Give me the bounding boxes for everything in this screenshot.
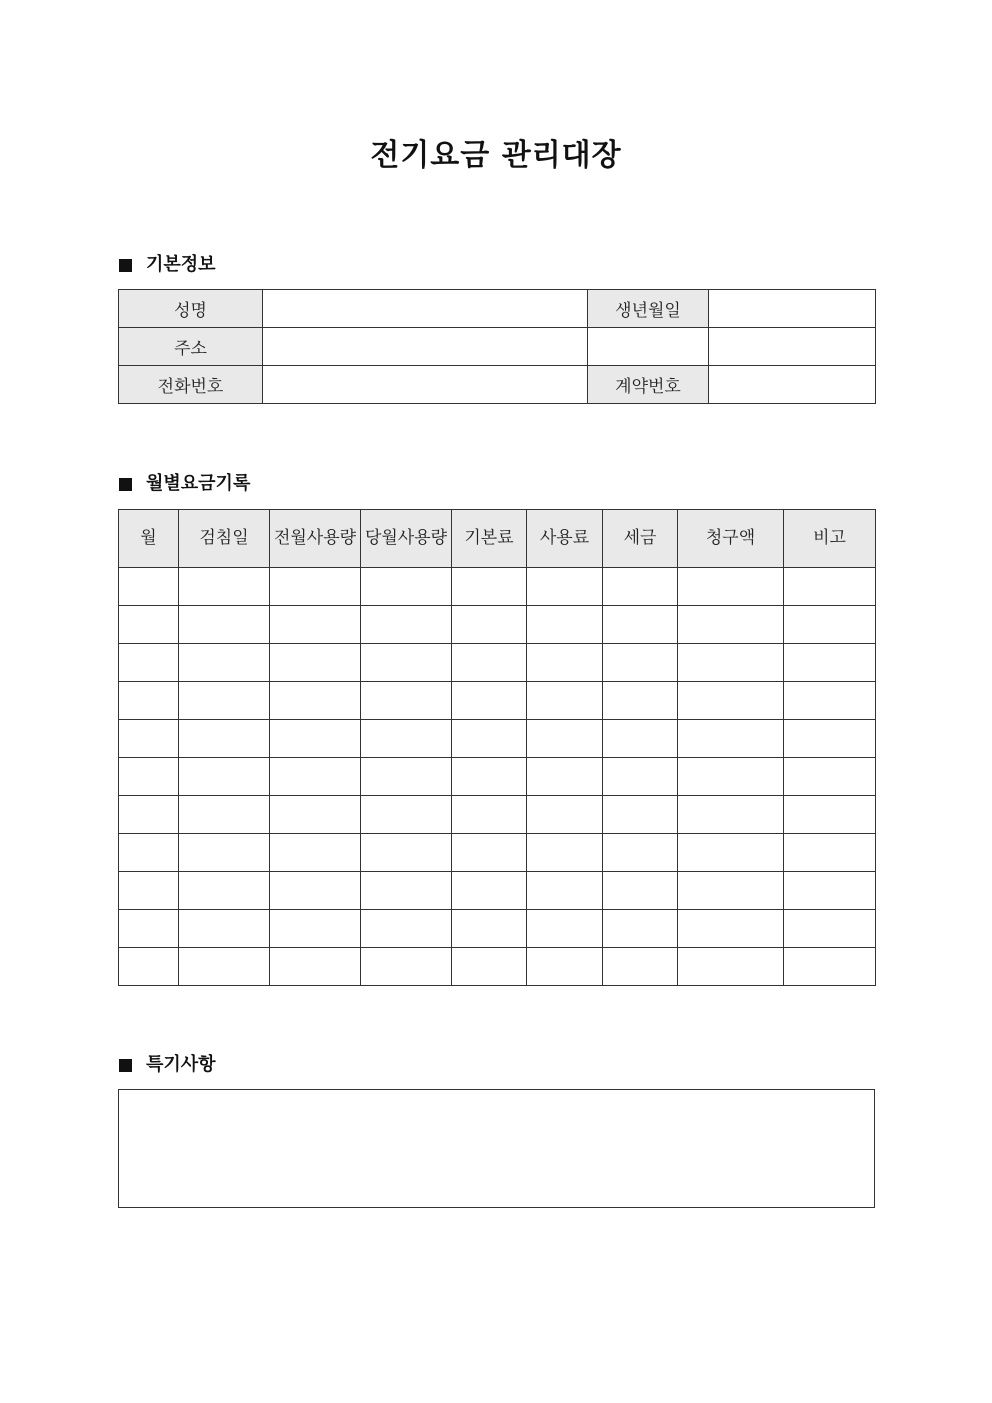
- table-cell[interactable]: [527, 644, 603, 682]
- table-cell[interactable]: [678, 568, 784, 606]
- table-cell[interactable]: [270, 910, 361, 948]
- basic-info-table: [118, 289, 876, 404]
- col-billed-amount: 청구액: [678, 510, 784, 568]
- table-cell[interactable]: [119, 720, 179, 758]
- table-cell[interactable]: [179, 834, 270, 872]
- col-tax: 세금: [603, 510, 678, 568]
- table-cell[interactable]: [784, 910, 876, 948]
- table-cell[interactable]: [179, 568, 270, 606]
- table-cell[interactable]: [784, 872, 876, 910]
- contract-field[interactable]: [709, 366, 876, 404]
- section-heading-monthly-records: [119, 471, 250, 497]
- table-cell[interactable]: [119, 872, 179, 910]
- address-label: 주소: [119, 328, 263, 366]
- table-row: [119, 290, 876, 328]
- table-cell[interactable]: [452, 682, 527, 720]
- table-cell[interactable]: [527, 948, 603, 986]
- table-cell[interactable]: [527, 796, 603, 834]
- table-cell[interactable]: [784, 758, 876, 796]
- table-cell[interactable]: [179, 910, 270, 948]
- table-cell[interactable]: [678, 948, 784, 986]
- table-cell[interactable]: [270, 796, 361, 834]
- table-cell[interactable]: [119, 644, 179, 682]
- name-field[interactable]: [263, 290, 588, 328]
- table-cell[interactable]: [603, 682, 678, 720]
- table-cell[interactable]: [179, 948, 270, 986]
- monthly-records-table: [118, 509, 876, 986]
- table-cell[interactable]: [179, 606, 270, 644]
- table-cell[interactable]: [603, 910, 678, 948]
- table-cell[interactable]: [784, 948, 876, 986]
- table-row: [119, 872, 876, 910]
- table-cell[interactable]: [179, 758, 270, 796]
- table-cell[interactable]: [603, 834, 678, 872]
- table-cell[interactable]: [784, 682, 876, 720]
- table-cell[interactable]: [270, 872, 361, 910]
- contract-label: 계약번호: [588, 366, 709, 404]
- table-cell[interactable]: [527, 872, 603, 910]
- table-cell[interactable]: [603, 948, 678, 986]
- table-cell[interactable]: [361, 682, 452, 720]
- table-cell[interactable]: [452, 568, 527, 606]
- table-cell[interactable]: [361, 568, 452, 606]
- phone-label: 전화번호: [119, 366, 263, 404]
- table-cell[interactable]: [452, 948, 527, 986]
- section-title: 기본정보: [146, 254, 216, 275]
- table-cell[interactable]: [270, 606, 361, 644]
- table-cell[interactable]: [527, 834, 603, 872]
- table-cell[interactable]: [678, 834, 784, 872]
- section-heading-notes: [119, 1052, 216, 1078]
- table-header-row: [119, 510, 876, 568]
- table-row: [119, 834, 876, 872]
- col-month: 월: [119, 510, 179, 568]
- square-bullet-icon: [119, 1059, 132, 1072]
- table-cell[interactable]: [784, 644, 876, 682]
- table-cell[interactable]: [678, 872, 784, 910]
- table-cell[interactable]: [179, 644, 270, 682]
- col-prev-usage: 전월사용량: [270, 510, 361, 568]
- table-row: [119, 606, 876, 644]
- table-row: [119, 644, 876, 682]
- table-cell[interactable]: [119, 682, 179, 720]
- table-cell[interactable]: [784, 568, 876, 606]
- address-extra-field[interactable]: [588, 328, 709, 366]
- table-cell[interactable]: [361, 948, 452, 986]
- table-cell[interactable]: [452, 644, 527, 682]
- table-cell[interactable]: [784, 834, 876, 872]
- table-cell[interactable]: [361, 872, 452, 910]
- table-cell[interactable]: [361, 758, 452, 796]
- table-row: [119, 758, 876, 796]
- square-bullet-icon: [119, 478, 132, 491]
- table-cell[interactable]: [527, 720, 603, 758]
- table-cell[interactable]: [270, 720, 361, 758]
- table-cell[interactable]: [527, 910, 603, 948]
- table-cell[interactable]: [603, 758, 678, 796]
- table-cell[interactable]: [452, 872, 527, 910]
- table-cell[interactable]: [678, 910, 784, 948]
- table-cell[interactable]: [119, 834, 179, 872]
- table-cell[interactable]: [119, 948, 179, 986]
- table-cell[interactable]: [270, 834, 361, 872]
- table-cell[interactable]: [527, 606, 603, 644]
- table-cell[interactable]: [452, 910, 527, 948]
- table-row: [119, 720, 876, 758]
- table-row: [119, 568, 876, 606]
- table-cell[interactable]: [527, 568, 603, 606]
- col-remarks: 비고: [784, 510, 876, 568]
- birth-label: 생년월일: [588, 290, 709, 328]
- col-usage-fee: 사용료: [527, 510, 603, 568]
- phone-field[interactable]: [263, 366, 588, 404]
- table-cell[interactable]: [270, 682, 361, 720]
- records-body: [119, 568, 876, 986]
- table-cell[interactable]: [361, 834, 452, 872]
- table-cell[interactable]: [179, 796, 270, 834]
- table-cell[interactable]: [179, 872, 270, 910]
- table-cell[interactable]: [361, 796, 452, 834]
- table-row: [119, 796, 876, 834]
- table-cell[interactable]: [119, 796, 179, 834]
- table-cell[interactable]: [527, 682, 603, 720]
- table-cell[interactable]: [603, 606, 678, 644]
- table-cell[interactable]: [678, 682, 784, 720]
- table-cell[interactable]: [270, 948, 361, 986]
- table-row: [119, 948, 876, 986]
- table-cell[interactable]: [270, 644, 361, 682]
- table-cell[interactable]: [603, 872, 678, 910]
- table-cell[interactable]: [678, 606, 784, 644]
- table-cell[interactable]: [361, 644, 452, 682]
- square-bullet-icon: [119, 259, 132, 272]
- col-curr-usage: 당월사용량: [361, 510, 452, 568]
- table-cell[interactable]: [784, 796, 876, 834]
- notes-box[interactable]: [118, 1089, 875, 1208]
- table-cell[interactable]: [603, 796, 678, 834]
- table-cell[interactable]: [361, 910, 452, 948]
- address-extra-field-2[interactable]: [709, 328, 876, 366]
- table-row: [119, 910, 876, 948]
- table-cell[interactable]: [452, 606, 527, 644]
- table-cell[interactable]: [119, 910, 179, 948]
- table-cell[interactable]: [678, 644, 784, 682]
- table-cell[interactable]: [361, 720, 452, 758]
- table-cell[interactable]: [527, 758, 603, 796]
- table-cell[interactable]: [119, 606, 179, 644]
- table-cell[interactable]: [179, 682, 270, 720]
- col-base-fee: 기본료: [452, 510, 527, 568]
- table-cell[interactable]: [603, 720, 678, 758]
- table-cell[interactable]: [784, 720, 876, 758]
- table-cell[interactable]: [678, 720, 784, 758]
- birth-field[interactable]: [709, 290, 876, 328]
- table-cell[interactable]: [270, 568, 361, 606]
- col-reading-date: 검침일: [179, 510, 270, 568]
- section-title: 월별요금기록: [146, 473, 251, 494]
- table-cell[interactable]: [119, 568, 179, 606]
- section-heading-basic-info: [119, 252, 216, 278]
- table-cell[interactable]: [603, 568, 678, 606]
- table-cell[interactable]: [678, 758, 784, 796]
- table-cell[interactable]: [361, 606, 452, 644]
- address-field[interactable]: [263, 328, 588, 366]
- table-cell[interactable]: [452, 796, 527, 834]
- table-cell[interactable]: [452, 758, 527, 796]
- table-cell[interactable]: [452, 720, 527, 758]
- table-row: [119, 328, 876, 366]
- table-cell[interactable]: [119, 758, 179, 796]
- table-cell[interactable]: [603, 644, 678, 682]
- name-label: 성명: [119, 290, 263, 328]
- table-cell[interactable]: [784, 606, 876, 644]
- section-title: 특기사항: [146, 1054, 216, 1075]
- table-row: [119, 366, 876, 404]
- page-title: 전기요금 관리대장: [370, 138, 622, 173]
- table-cell[interactable]: [270, 758, 361, 796]
- table-cell[interactable]: [179, 720, 270, 758]
- table-cell[interactable]: [452, 834, 527, 872]
- table-row: [119, 682, 876, 720]
- table-cell[interactable]: [678, 796, 784, 834]
